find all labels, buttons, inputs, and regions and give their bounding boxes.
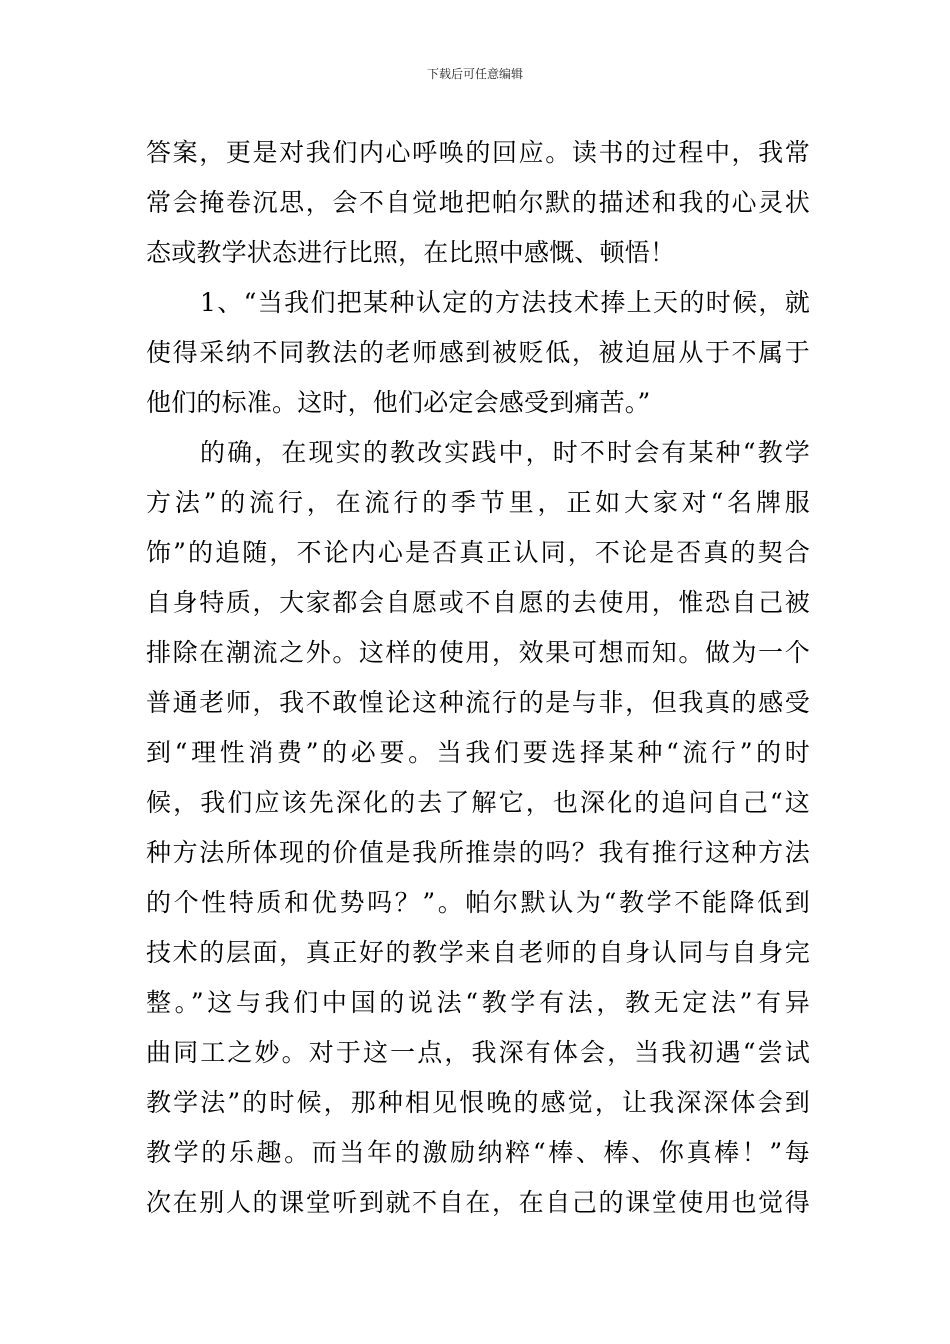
- text-line: 教学的乐趣。而当年的激励纳粹“棒、棒、你真棒！”每: [146, 1138, 810, 1167]
- document-body: [146, 128, 810, 1228]
- text-line: 态或教学状态进行比照，在比照中感慨、顿悟！: [146, 238, 676, 267]
- text-line: 他们的标准。这时，他们必定会感受到痛苦。”: [146, 388, 651, 417]
- text-line: 的个性特质和优势吗？”。帕尔默认为“教学不能降低到: [146, 888, 810, 917]
- text-line: 答案，更是对我们内心呼唤的回应。读书的过程中，我常: [146, 138, 810, 167]
- text-line: 1、“当我们把某种认定的方法技术捧上天的时候，就: [200, 288, 810, 317]
- text-line: 使得采纳不同教法的老师感到被贬低，被迫屈从于不属于: [146, 338, 810, 367]
- text-line: 到“理性消费”的必要。当我们要选择某种“流行”的时: [146, 738, 810, 767]
- text-line: 种方法所体现的价值是我所推崇的吗？我有推行这种方法: [146, 838, 810, 867]
- text-line: 普通老师，我不敢惶论这种流行的是与非，但我真的感受: [146, 688, 810, 717]
- text-line: 方法”的流行，在流行的季节里，正如大家对“名牌服: [146, 488, 810, 517]
- text-line: 排除在潮流之外。这样的使用，效果可想而知。做为一个: [146, 638, 810, 667]
- text-line: 自身特质，大家都会自愿或不自愿的去使用，惟恐自己被: [146, 588, 810, 617]
- text-line: 曲同工之妙。对于这一点，我深有体会，当我初遇“尝试: [146, 1038, 810, 1067]
- text-line: 技术的层面，真正好的教学来自老师的自身认同与自身完: [146, 938, 810, 967]
- page-header-note: 下载后可任意编辑: [426, 67, 523, 81]
- text-line: 整。”这与我们中国的说法“教学有法，教无定法”有异: [146, 988, 810, 1017]
- text-line: 候，我们应该先深化的去了解它，也深化的追问自己“这: [146, 788, 810, 817]
- text-line: 教学法”的时候，那种相见恨晚的感觉，让我深深体会到: [146, 1088, 810, 1117]
- text-line: 次在别人的课堂听到就不自在，在自己的课堂使用也觉得: [146, 1188, 810, 1217]
- text-line: 饰”的追随，不论内心是否真正认同，不论是否真的契合: [146, 538, 810, 567]
- text-line: 的确，在现实的教改实践中，时不时会有某种“教学: [200, 438, 810, 467]
- text-line: 常会掩卷沉思，会不自觉地把帕尔默的描述和我的心灵状: [146, 188, 810, 217]
